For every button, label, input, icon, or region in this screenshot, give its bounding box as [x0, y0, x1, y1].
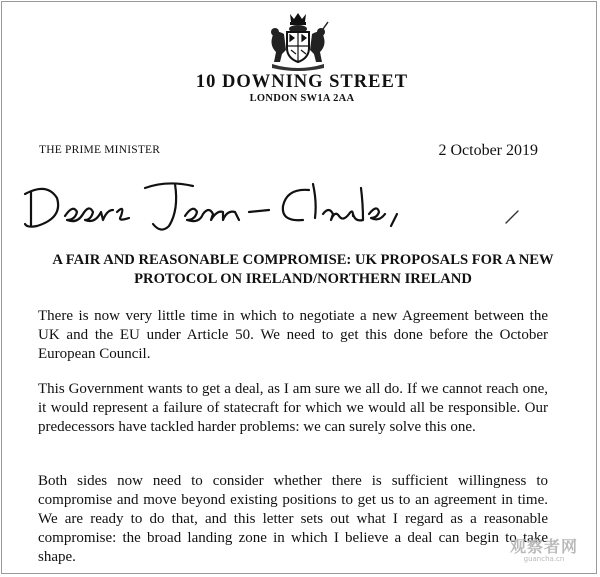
- handwritten-salutation: [17, 174, 417, 238]
- heading-line: A FAIR AND REASONABLE COMPROMISE: UK PROPOSALS FOR A NEW: [52, 252, 554, 268]
- royal-coat-of-arms-icon: [250, 10, 346, 72]
- body-paragraph: Both sides now need to consider whether there is sufficient willingness to compromise and move beyond existing positions to get us to an agreement in time. We are ready to do that, and this letter sets out what I regard as a reasonable compromise: the broad landing zone in which I believe a deal can begin to take shape.: [38, 473, 548, 565]
- body-paragraph: This Government wants to get a deal, as I am sure we all do. If we cannot reach one, it would represent a failure of statecraft for which we would all be responsible. Our predecessors have tackled harder problems: we can surely solve this one.: [38, 381, 548, 435]
- letter-heading: [20, 251, 586, 289]
- site-watermark: [510, 534, 578, 563]
- watermark-url: guancha.cn: [523, 555, 565, 563]
- letter-page: [1, 1, 597, 574]
- body-paragraph: There is now very little time in which to negotiate a new Agreement between the UK and the EU under Article 50. We need to get this done before the October European Council.: [38, 308, 548, 362]
- sender-title: THE PRIME MINISTER: [39, 144, 161, 156]
- heading-line: PROTOCOL ON IRELAND/NORTHERN IRELAND: [134, 271, 472, 287]
- watermark-text: 观察者网: [509, 537, 578, 556]
- letter-date: 2 October 2019: [438, 142, 538, 159]
- pen-mark-icon: [502, 207, 522, 227]
- address-street: 10 DOWNING STREET: [195, 72, 409, 92]
- address-city: LONDON SW1A 2AA: [249, 93, 355, 104]
